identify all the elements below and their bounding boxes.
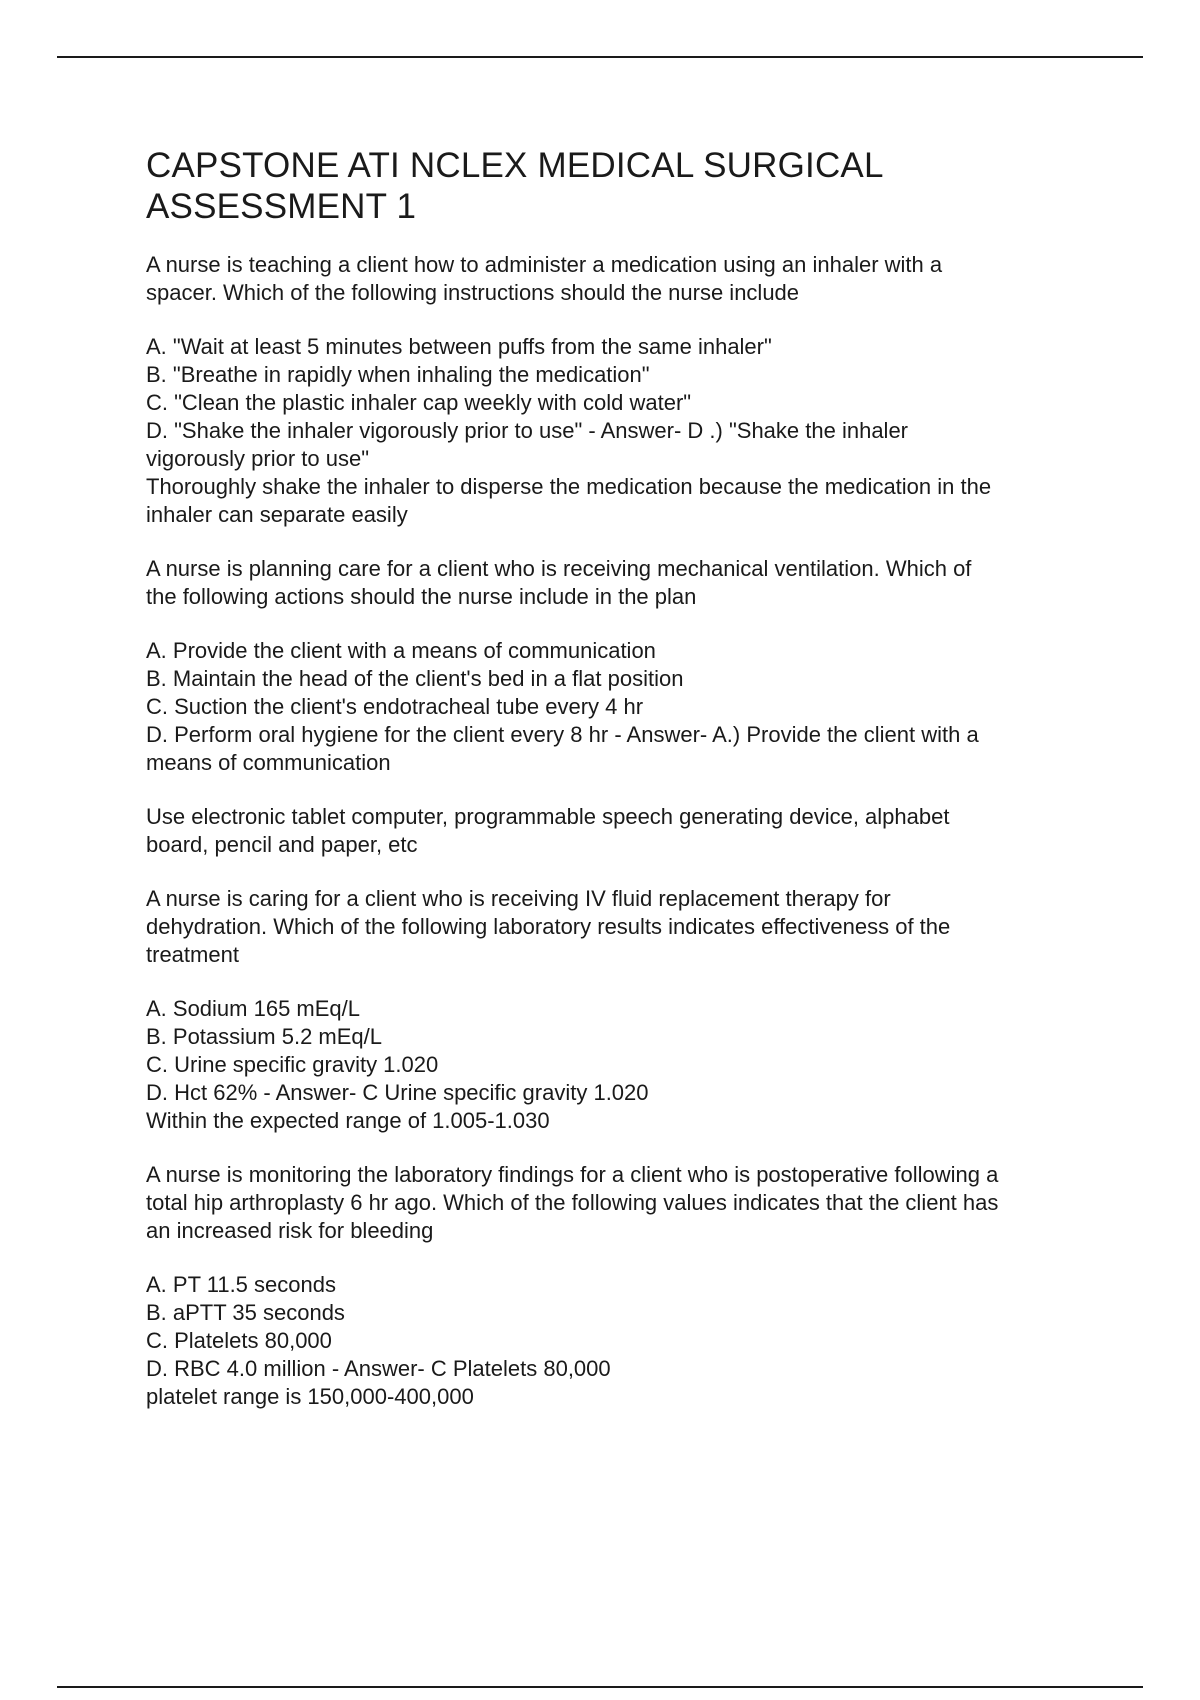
answer-options bbox=[146, 637, 1096, 777]
option-line: B. Maintain the head of the client's bed in a flat position bbox=[146, 666, 684, 691]
text-line: total hip arthroplasty 6 hr ago. Which of the following values indicates that the client has bbox=[146, 1190, 999, 1215]
text-line: A nurse is planning care for a client who is receiving mechanical ventilation. Which of bbox=[146, 556, 972, 581]
text-line: the following actions should the nurse include in the plan bbox=[146, 584, 697, 609]
option-line: C. Suction the client's endotracheal tube every 4 hr bbox=[146, 694, 644, 719]
option-line: A. PT 11.5 seconds bbox=[146, 1272, 336, 1297]
text-line: A nurse is teaching a client how to administer a medication using an inhaler with a bbox=[146, 252, 943, 277]
answer-options bbox=[146, 1271, 1096, 1411]
option-line: B. aPTT 35 seconds bbox=[146, 1300, 345, 1325]
question-stem bbox=[146, 885, 1096, 969]
option-line: D. "Shake the inhaler vigorously prior to use" - Answer- D .) "Shake the inhaler bbox=[146, 418, 909, 443]
top-divider bbox=[57, 56, 1143, 58]
answer-options bbox=[146, 333, 1096, 529]
option-line: A. Provide the client with a means of communication bbox=[146, 638, 656, 663]
title-line: ASSESSMENT 1 bbox=[146, 187, 417, 226]
text-line: an increased risk for bleeding bbox=[146, 1218, 434, 1243]
option-line: D. RBC 4.0 million - Answer- C Platelets 80,000 bbox=[146, 1356, 611, 1381]
title-line: CAPSTONE ATI NCLEX MEDICAL SURGICAL bbox=[146, 146, 884, 185]
option-line: Thoroughly shake the inhaler to disperse the medication because the medication in the bbox=[146, 474, 992, 499]
text-line: Use electronic tablet computer, programmable speech generating device, alphabet bbox=[146, 804, 950, 829]
answer-options bbox=[146, 995, 1096, 1135]
option-line: A. Sodium 165 mEq/L bbox=[146, 996, 361, 1021]
text-line: spacer. Which of the following instructions should the nurse include bbox=[146, 280, 800, 305]
question-stem bbox=[146, 555, 1096, 611]
option-line: inhaler can separate easily bbox=[146, 502, 408, 527]
option-line: B. Potassium 5.2 mEq/L bbox=[146, 1024, 382, 1049]
document-title bbox=[146, 145, 1096, 227]
text-line: treatment bbox=[146, 942, 239, 967]
document-body bbox=[146, 145, 1096, 1437]
option-line: D. Hct 62% - Answer- C Urine specific gravity 1.020 bbox=[146, 1080, 649, 1105]
option-line: platelet range is 150,000-400,000 bbox=[146, 1384, 474, 1409]
text-line: dehydration. Which of the following laboratory results indicates effectiveness of the bbox=[146, 914, 951, 939]
option-line: C. Platelets 80,000 bbox=[146, 1328, 332, 1353]
text-line: A nurse is monitoring the laboratory findings for a client who is postoperative following a bbox=[146, 1162, 999, 1187]
option-line: C. "Clean the plastic inhaler cap weekly with cold water" bbox=[146, 390, 692, 415]
option-line: C. Urine specific gravity 1.020 bbox=[146, 1052, 439, 1077]
option-line: vigorously prior to use" bbox=[146, 446, 370, 471]
option-line: D. Perform oral hygiene for the client every 8 hr - Answer- A.) Provide the client with a bbox=[146, 722, 979, 747]
bottom-divider bbox=[57, 1686, 1143, 1688]
text-line: board, pencil and paper, etc bbox=[146, 832, 418, 857]
option-line: Within the expected range of 1.005-1.030 bbox=[146, 1108, 550, 1133]
answer-rationale bbox=[146, 803, 1096, 859]
option-line: B. "Breathe in rapidly when inhaling the medication" bbox=[146, 362, 650, 387]
text-line: A nurse is caring for a client who is receiving IV fluid replacement therapy for bbox=[146, 886, 891, 911]
question-stem bbox=[146, 1161, 1096, 1245]
question-stem bbox=[146, 251, 1096, 307]
option-line: A. "Wait at least 5 minutes between puffs from the same inhaler" bbox=[146, 334, 772, 359]
option-line: means of communication bbox=[146, 750, 391, 775]
